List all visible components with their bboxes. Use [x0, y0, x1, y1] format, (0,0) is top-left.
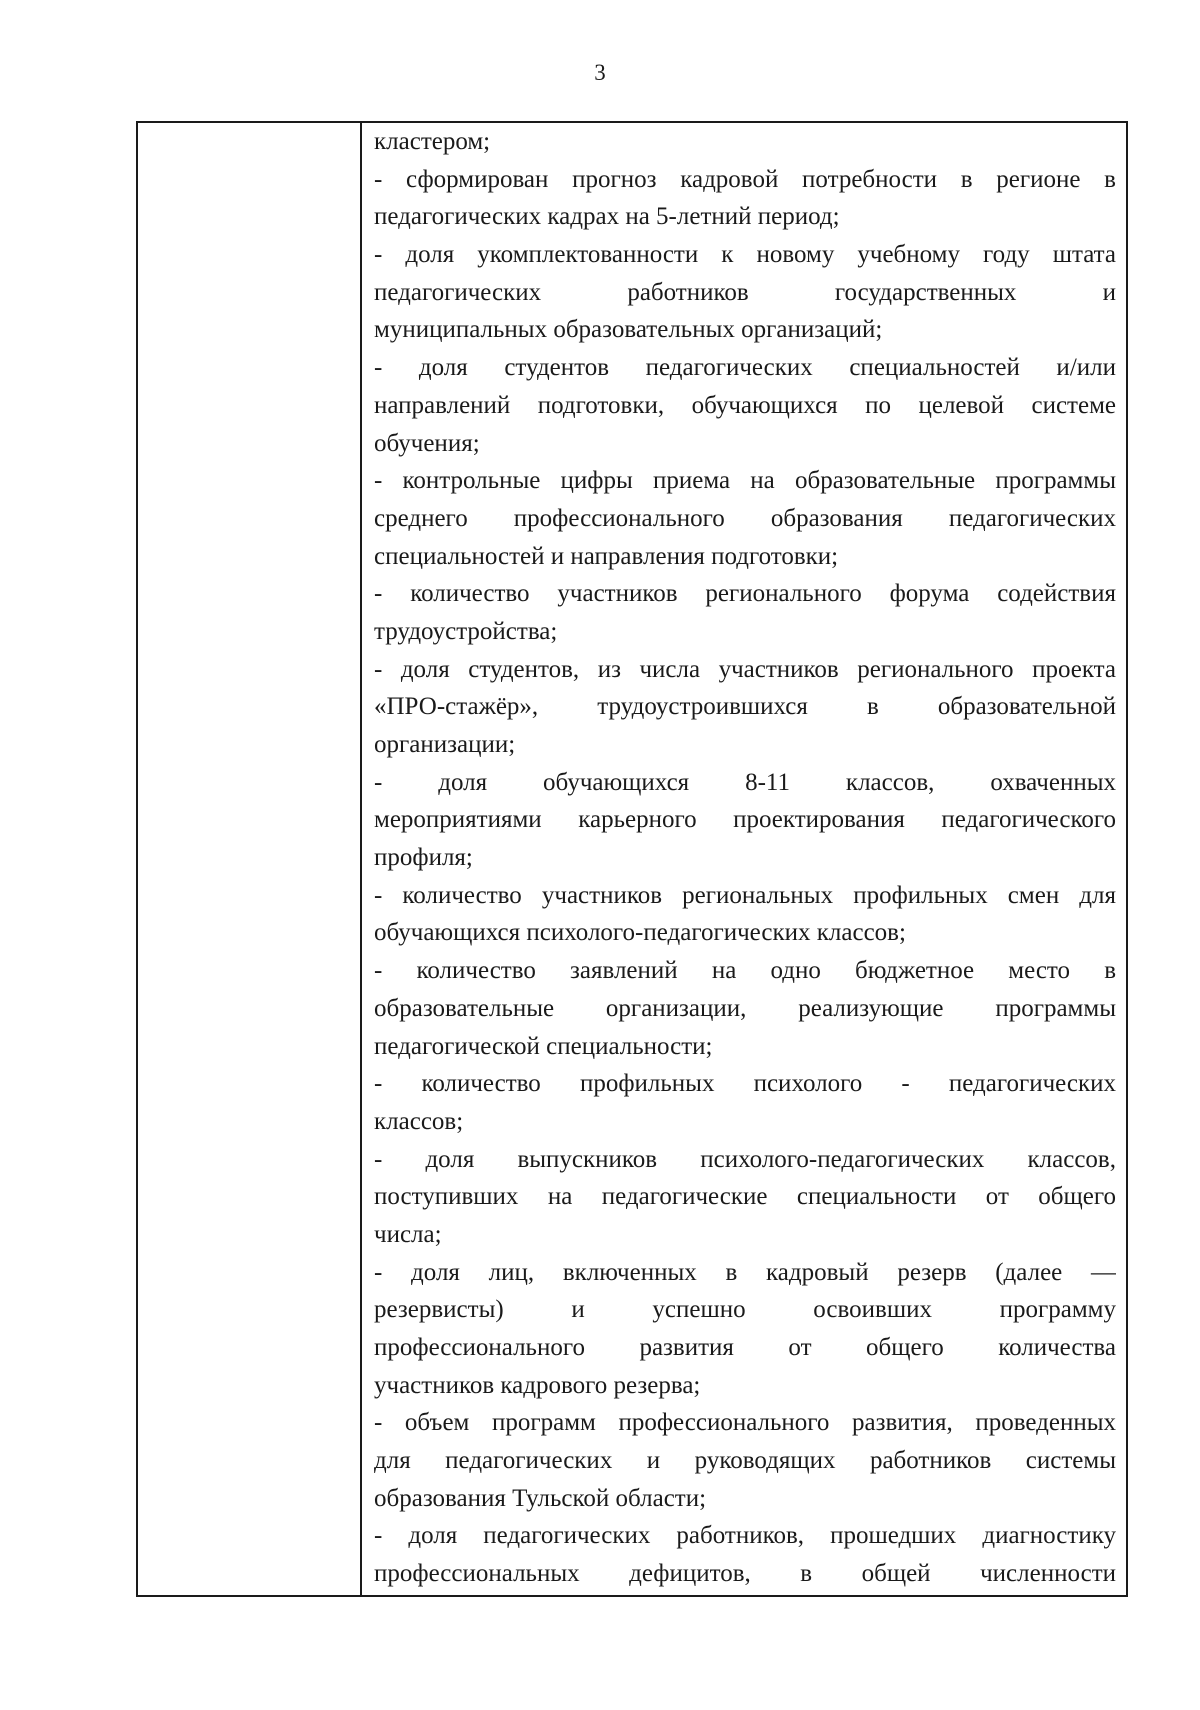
text-line: среднего профессионального образования педагогических [374, 504, 1116, 532]
text-line: образовательные организации, реализующие программы [374, 994, 1116, 1022]
text-line: для педагогических и руководящих работников системы [374, 1447, 1116, 1475]
text-line: - доля лиц, включенных в кадровый резерв (далее — [374, 1258, 1116, 1286]
indicators-table [136, 121, 1128, 1597]
text-line: - доля обучающихся 8-11 классов, охваченных [374, 768, 1116, 796]
text-line: трудоустройства; [374, 617, 558, 645]
text-line: обучения; [374, 429, 480, 457]
text-line: поступивших на педагогические специальности от общего [374, 1183, 1116, 1211]
text-line: кластером; [374, 128, 491, 155]
text-line: мероприятиями карьерного проектирования педагогического [374, 806, 1116, 834]
text-line: - доля выпускников психолого-педагогических классов, [374, 1145, 1116, 1173]
text-line: - доля студентов педагогических специальностей и/или [374, 354, 1116, 382]
text-line: обучающихся психолого-педагогических классов; [374, 919, 906, 947]
text-line: - контрольные цифры приема на образовательные программы [374, 467, 1116, 495]
table-right-column [362, 123, 1126, 1595]
text-line: профессионального развития от общего количества [374, 1334, 1116, 1361]
text-line: муниципальных образовательных организаций; [374, 316, 883, 344]
text-line: педагогических работников государственных и [374, 278, 1116, 306]
text-line: - количество профильных психолого - педагогических [374, 1070, 1116, 1098]
text-line: - доля укомплектованности к новому учебному году штата [374, 241, 1116, 269]
text-line: - количество участников регионального форума содействия [374, 580, 1116, 608]
text-line: образования Тульской области; [374, 1484, 707, 1512]
table-left-column [138, 123, 362, 1595]
text-line: резервисты) и успешно освоивших программу [374, 1296, 1116, 1324]
text-line: «ПРО-стажёр», трудоустроившихся в образовательной [374, 693, 1116, 721]
text-line: специальностей и направления подготовки; [374, 542, 839, 570]
text-line: педагогических кадрах на 5-летний период; [374, 203, 840, 231]
text-line: классов; [374, 1107, 464, 1135]
text-line: числа; [374, 1220, 442, 1248]
text-line: организации; [374, 731, 516, 758]
text-line: - доля студентов, из числа участников регионального проекта [374, 655, 1116, 683]
text-line: - количество заявлений на одно бюджетное место в [374, 957, 1116, 985]
text-line: педагогической специальности; [374, 1032, 713, 1060]
text-line: участников кадрового резерва; [374, 1371, 701, 1399]
text-line: - сформирован прогноз кадровой потребности в регионе в [374, 165, 1116, 193]
text-line: - доля педагогических работников, прошедших диагностику [374, 1522, 1116, 1550]
text-line: направлений подготовки, обучающихся по целевой системе [374, 391, 1116, 419]
page-number: 3 [594, 60, 606, 85]
text-line: профессиональных дефицитов, в общей численности [374, 1560, 1116, 1588]
text-line: профиля; [374, 844, 473, 872]
text-line: - количество участников региональных профильных смен для [374, 881, 1116, 909]
text-line: - объем программ профессионального развития, проведенных [374, 1409, 1116, 1437]
